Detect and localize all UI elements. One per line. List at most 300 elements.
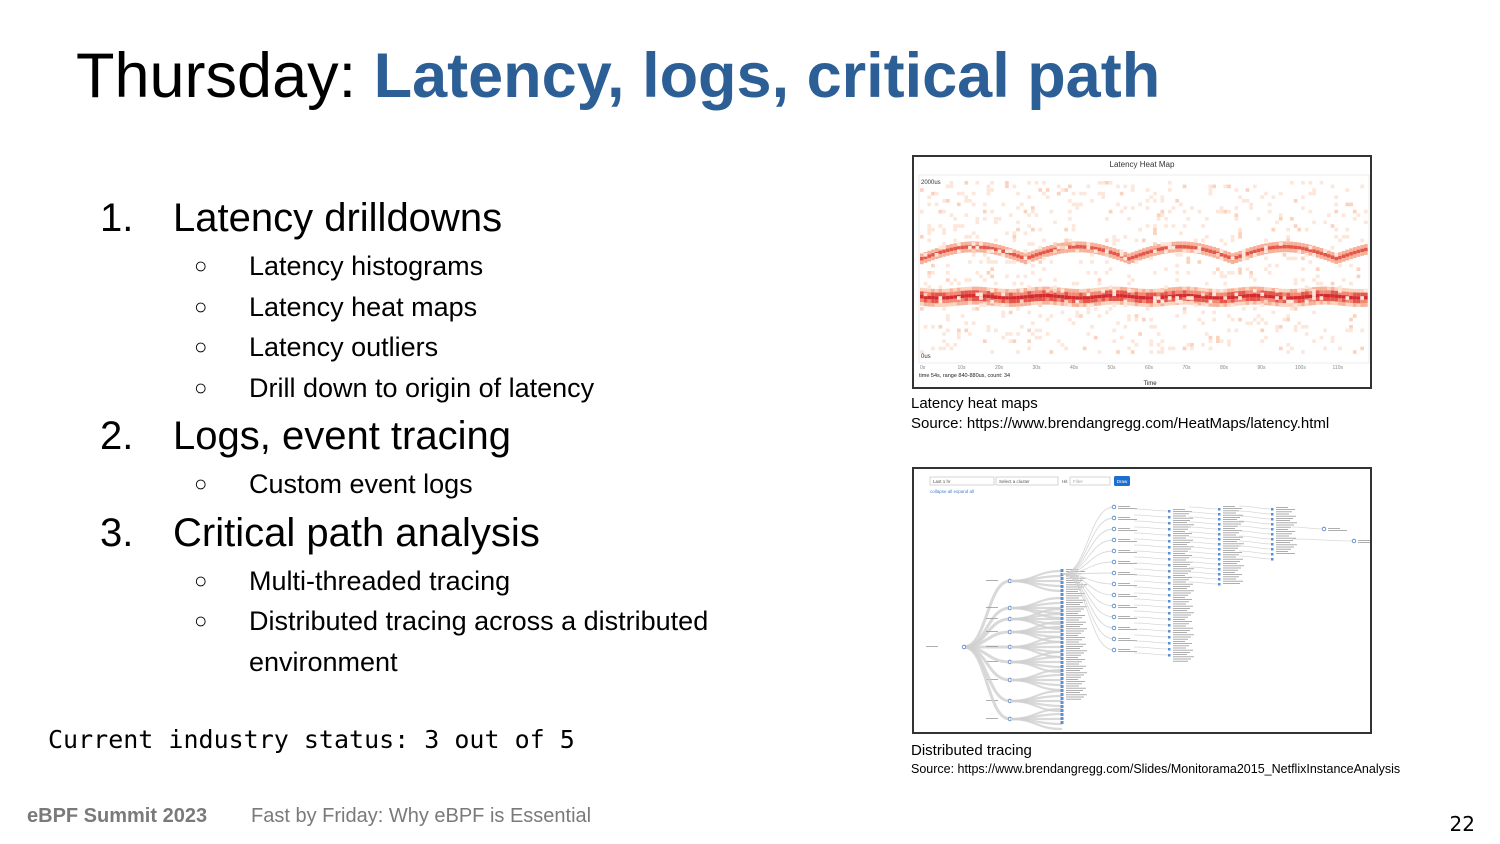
heatmap-cell [1246,290,1250,294]
heatmap-cell [1297,228,1301,232]
heatmap-cell [1112,239,1116,243]
heatmap-cell [1153,249,1157,253]
heatmap-cell [1305,325,1309,329]
heatmap-cell [1275,242,1279,246]
heatmap-cell [1131,188,1135,192]
trace-link [1134,605,1169,607]
heatmap-cell [964,245,968,249]
heatmap-cell [1294,224,1298,228]
heatmap-cell [1301,292,1305,296]
trace-label [1173,623,1189,624]
heatmap-cell [1246,298,1250,302]
heatmap-cell [1157,244,1161,248]
trace-node [1061,613,1064,616]
agenda-subitem [100,561,800,602]
heatmap-x-tick: 10s [957,365,966,371]
trace-label [1223,535,1236,536]
trace-link [1239,511,1272,514]
heatmap-cell [1031,210,1035,214]
heatmap-cell [1260,293,1264,297]
heatmap-cell [1238,231,1242,235]
heatmap-cell [1031,302,1035,306]
heatmap-cell [1283,296,1287,300]
trace-label [1173,586,1190,587]
heatmap-cell [994,239,998,243]
heatmap-cell [939,254,943,258]
heatmap-cell [1346,203,1350,207]
trace-node[interactable] [1112,560,1116,564]
heatmap-cell [1272,302,1276,306]
heatmap-cell [1016,251,1020,255]
trace-label [1173,568,1194,569]
heatmap-cell [1013,185,1017,189]
trace-node[interactable] [1352,539,1356,543]
heatmap-cell [1294,296,1298,300]
heatmap-cell [1249,206,1253,210]
trace-node[interactable] [1112,626,1116,630]
heatmap-cell [1153,199,1157,203]
heatmap-cell [1349,292,1353,296]
heatmap-x-tick: 100s [1295,365,1306,371]
heatmap-cell [1331,224,1335,228]
heatmap-cell [1253,250,1257,254]
heatmap-cell [953,228,957,232]
heatmap-cell [1116,297,1120,301]
heatmap-cell [1168,249,1172,253]
heatmap-cell [1087,293,1091,297]
heatmap-cell [1057,302,1061,306]
trace-node [1168,606,1171,609]
trace-node [1168,516,1171,519]
trace-node[interactable] [1112,637,1116,641]
trace-label [1066,604,1080,605]
trace-link [1189,517,1219,519]
heatmap-cell [1075,282,1079,286]
trace-node[interactable] [1112,615,1116,619]
heatmap-cell [1046,301,1050,305]
heatmap-cell [1013,253,1017,257]
heatmap-cell [942,253,946,257]
heatmap-cell [1342,295,1346,299]
heatmap-cell [968,246,972,250]
trace-node[interactable] [1112,582,1116,586]
heatmap-cell [1323,329,1327,333]
heatmap-cell [1183,325,1187,329]
trace-node [1218,543,1221,546]
heatmap-cell [1079,192,1083,196]
heatmap-cell [1090,292,1094,296]
heatmap-cell [1087,249,1091,253]
heatmap-cell [1101,245,1105,249]
heatmap-cell [1242,298,1246,302]
heatmap-cell [1279,249,1283,253]
heatmap-cell [998,296,1002,300]
trace-node [1061,601,1064,604]
heatmap-cell [1342,235,1346,239]
heatmap-cell [1220,239,1224,243]
heatmap-cell [1105,239,1109,243]
heatmap-cell [1220,293,1224,297]
heatmap-cell [953,243,957,247]
heatmap-cell [1090,253,1094,257]
heatmap-cell [1201,311,1205,315]
heatmap-cell [1149,250,1153,254]
heatmap-cell [1327,301,1331,305]
heatmap-cell [976,293,980,297]
heatmap-cell [1349,203,1353,207]
agenda-item [100,505,800,561]
heatmap-cell [1024,302,1028,306]
trace-node [1168,624,1171,627]
heatmap-cell [1260,298,1264,302]
trace-label [1223,543,1244,544]
heatmap-cell [1183,297,1187,301]
trace-link [1134,647,1169,649]
title-prefix: Thursday: [76,41,357,111]
latency-heatmap-image [912,155,1372,389]
heatmap-cell [1323,347,1327,351]
heatmap-cell [1157,217,1161,221]
heatmap-cell [1042,239,1046,243]
heatmap-cell [1290,347,1294,351]
trace-node[interactable] [962,645,966,649]
heatmap-cell [1127,257,1131,261]
heatmap-cell [1027,329,1031,333]
heatmap-cell [1323,301,1327,305]
heatmap-cell [1131,206,1135,210]
heatmap-cell [1231,235,1235,239]
trace-node[interactable] [1112,571,1116,575]
heatmap-cell [1294,303,1298,307]
heatmap-cell [1323,256,1327,260]
heatmap-cell [1146,293,1150,297]
heatmap-cell [1316,267,1320,271]
agenda-subitem-label: Custom event logs [249,469,473,499]
heatmap-cell [1016,292,1020,296]
heatmap-cell [1231,257,1235,261]
heatmap-cell [1194,239,1198,243]
heatmap-cell [1297,296,1301,300]
trace-link [1134,557,1169,559]
trace-label [1173,555,1192,556]
trace-label [1118,517,1130,518]
heatmap-cell [1194,294,1198,298]
heatmap-cell [1301,267,1305,271]
trace-link [1134,575,1169,577]
heatmap-cell [1072,300,1076,304]
heatmap-cell [1064,242,1068,246]
trace-node [1061,685,1064,688]
range-select-value: Last 1 hr [933,479,951,484]
heatmap-cell [946,314,950,318]
agenda-subitem-label: Latency heat maps [249,291,478,322]
bullet-circle-icon: ○ [194,567,208,593]
heatmap-cell [1342,258,1346,262]
heatmap-cell [1053,298,1057,302]
heatmap-cell [1179,287,1183,291]
heatmap-cell [1027,195,1031,199]
heatmap-cell [1168,302,1172,306]
heatmap-cell [1249,251,1253,255]
heatmap-cell [1031,264,1035,268]
heatmap-cell [1090,299,1094,303]
heatmap-cell [1216,300,1220,304]
heatmap-cell [1327,254,1331,258]
heatmap-cell [935,253,939,257]
heatmap-cell [1149,343,1153,347]
trace-node[interactable] [1112,505,1116,509]
trace-link [1239,551,1272,554]
heatmap-cell [983,278,987,282]
heatmap-cell [1116,301,1120,305]
heatmap-cell [946,292,950,296]
heatmap-cell [1112,329,1116,333]
heatmap-cell [1260,248,1264,252]
trace-label [1173,588,1187,589]
trace-label [986,607,998,608]
trace-label [1118,541,1137,542]
heatmap-cell [927,296,931,300]
heatmap-cell [1075,296,1079,300]
heatmap-cell [1153,292,1157,296]
trace-label [1066,631,1084,632]
trace-label [1173,535,1189,536]
heatmap-cell [1331,294,1335,298]
trace-node[interactable] [1112,593,1116,597]
heatmap-cell [987,185,991,189]
heatmap-cell [1157,292,1161,296]
heatmap-cell [1038,303,1042,307]
heatmap-cell [927,292,931,296]
heatmap-cell [1323,287,1327,291]
heatmap-cell [1149,257,1153,261]
heatmap-cell [1249,297,1253,301]
heatmap-cell [1342,251,1346,255]
heatmap-cell [1212,296,1216,300]
heatmap-cell [1205,292,1209,296]
heatmap-cell [1268,298,1272,302]
heatmap-cell [1098,251,1102,255]
trace-label [1223,537,1243,538]
heatmap-cell [1175,278,1179,282]
heatmap-cell [1105,311,1109,315]
trace-label [1066,690,1083,691]
trace-label [1173,621,1192,622]
heatmap-cell [1212,185,1216,189]
heatmap-cell [1064,288,1068,292]
heatmap-cell [1142,303,1146,307]
trace-label [1328,528,1340,529]
trace-node[interactable] [1112,516,1116,520]
heatmap-cell [1183,245,1187,249]
heatmap-cell [1253,289,1257,293]
trace-link [1134,539,1169,541]
heatmap-cell [1179,203,1183,207]
trace-node[interactable] [1322,527,1326,531]
heatmap-cell [1364,210,1368,214]
heatmap-cell [1186,290,1190,294]
heatmap-x-tick: 90s [1257,365,1266,371]
heatmap-cell [1172,242,1176,246]
heatmap-source: Source: https://www.brendangregg.com/HeatMaps/latency.html [911,415,1330,432]
heatmap-cell [1005,296,1009,300]
heatmap-cell [1316,282,1320,286]
heatmap-cell [927,239,931,243]
heatmap-cell [972,242,976,246]
trace-node [1061,673,1064,676]
heatmap-cell [1223,242,1227,246]
heatmap-cell [1194,246,1198,250]
heatmap-cell [1286,318,1290,322]
heatmap-cell [1138,250,1142,254]
heatmap-cell [1264,287,1268,291]
heatmap-cell [1312,249,1316,253]
heatmap-cell [1175,249,1179,253]
heatmap-cell [1342,213,1346,217]
heatmap-cell [1216,303,1220,307]
heatmap-cell [927,275,931,279]
trace-label [1173,557,1189,558]
heatmap-cell [1190,249,1194,253]
heatmap-cell [1138,257,1142,261]
heatmap-cell [979,249,983,253]
heatmap-cell [1138,228,1142,232]
heatmap-cell [931,292,935,296]
heatmap-cell [1316,250,1320,254]
heatmap-cell [1090,246,1094,250]
trace-node[interactable] [1112,648,1116,652]
heatmap-cell [1283,253,1287,257]
heatmap-cell [1238,291,1242,295]
trace-label [1173,538,1186,539]
heatmap-cell [972,287,976,291]
heatmap-cell [972,301,976,305]
heatmap-cell [1112,297,1116,301]
trace-label [1066,639,1082,640]
heatmap-cell [1183,294,1187,298]
heatmap-cell [1024,249,1028,253]
heatmap-cell [1142,318,1146,322]
trace-node [1061,705,1064,708]
trace-label [1276,527,1291,528]
heatmap-cell [994,217,998,221]
heatmap-cell [964,278,968,282]
heatmap-cell [1038,246,1042,250]
heatmap-cell [1320,181,1324,185]
heatmap-cell [1120,249,1124,253]
heatmap-cell [1046,297,1050,301]
heatmap-cell [1246,252,1250,256]
trace-node [1061,649,1064,652]
heatmap-cell [1227,252,1231,256]
heatmap-cell [1246,188,1250,192]
heatmap-cell [1020,300,1024,304]
heatmap-cell [1153,228,1157,232]
heatmap-cell [946,199,950,203]
heatmap-cell [953,278,957,282]
heatmap-x-tick: 20s [995,365,1004,371]
heatmap-cell [1168,288,1172,292]
heatmap-cell [1146,307,1150,311]
heatmap-cell [1168,181,1172,185]
heatmap-cell [1290,217,1294,221]
agenda-subitem-label: Latency histograms [249,251,484,281]
heatmap-cell [1053,302,1057,306]
heatmap-cell [1112,289,1116,293]
heatmap-cell [1175,296,1179,300]
heatmap-cell [1131,299,1135,303]
heatmap-cell [1242,291,1246,295]
collapse-expand-link[interactable]: collapse all expand all [930,489,975,494]
trace-label [1066,617,1082,618]
heatmap-cell [1253,307,1257,311]
heatmap-cell [1327,297,1331,301]
trace-link [1134,551,1169,553]
heatmap-cell [1209,185,1213,189]
heatmap-cell [987,192,991,196]
heatmap-cell [1050,287,1054,291]
heatmap-cell [1227,314,1231,318]
trace-node[interactable] [1112,538,1116,542]
heatmap-cell [1057,246,1061,250]
heatmap-cell [1342,302,1346,306]
trace-node[interactable] [1112,604,1116,608]
heatmap-cell [946,185,950,189]
heatmap-cell [1075,300,1079,304]
trace-node [1271,543,1274,546]
trace-label [1276,522,1297,523]
trace-label [1066,598,1079,599]
heatmap-cell [968,241,972,245]
heatmap-cell [1046,195,1050,199]
heatmap-cell [1360,239,1364,243]
heatmap-cell [1164,249,1168,253]
heatmap-cell [1357,267,1361,271]
heatmap-cell [987,246,991,250]
trace-node[interactable] [1112,549,1116,553]
heatmap-cell [1242,307,1246,311]
heatmap-cell [927,203,931,207]
heatmap-cell [1068,245,1072,249]
heatmap-cell [946,329,950,333]
heatmap-cell [1223,251,1227,255]
trace-link [1134,593,1169,595]
trace-label [1173,593,1191,594]
heatmap-cell [1190,347,1194,351]
heatmap-cell [1227,256,1231,260]
heatmap-cell [1146,303,1150,307]
heatmap-cell [1172,206,1176,210]
heatmap-cell [946,245,950,249]
heatmap-cell [1309,260,1313,264]
heatmap-cell [1212,289,1216,293]
heatmap-cell [994,221,998,225]
heatmap-cell [1161,213,1165,217]
trace-label [1173,518,1193,519]
trace-link [964,581,1010,647]
trace-label [1173,522,1187,523]
heatmap-cell [1157,213,1161,217]
heatmap-cell [990,181,994,185]
trace-node[interactable] [1112,527,1116,531]
heatmap-cell [983,291,987,295]
heatmap-cell [1205,303,1209,307]
trace-link [1134,533,1169,535]
heatmap-cell [957,249,961,253]
heatmap-cell [1168,188,1172,192]
heatmap-x-tick: 110s [1332,365,1343,371]
heatmap-cell [1057,250,1061,254]
